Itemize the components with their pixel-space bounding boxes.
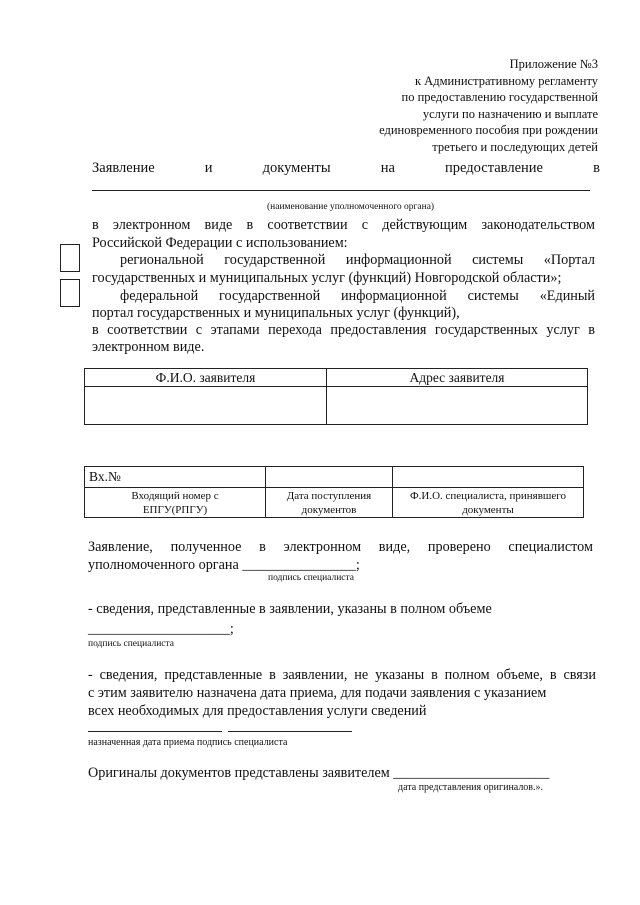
appendix-line: по предоставлению государственной — [401, 90, 598, 104]
appendix-line: услуги по назначению и выплате — [422, 106, 598, 121]
option-federal-text: портал государственных и муниципальных услуг (функций), — [92, 305, 460, 321]
verification-signature-caption: подпись специалиста — [268, 573, 354, 583]
appendix-line: единовременного пособия при рождении — [379, 123, 598, 137]
intro-line: Российской Федерации с использованием: — [92, 235, 348, 251]
appendix-line: третьего и последующих детей — [432, 139, 598, 154]
title-word: Заявление — [92, 160, 155, 176]
stages-line: в соответствии с этапами перехода предоставления государственных услуг в — [92, 322, 595, 338]
option-regional-checkbox[interactable] — [60, 244, 80, 272]
authority-caption: (наименование уполномоченного органа) — [267, 202, 435, 212]
applicant-name-cell[interactable] — [85, 387, 327, 425]
registry-column-header-line: документов — [301, 504, 357, 516]
incomplete-info-line: - сведения, представленные в заявлении, не указаны в полном объеме, в связи — [88, 667, 596, 683]
title-word: предоставление — [445, 160, 543, 176]
incomplete-info-line: с этим заявителю назначена дата приема, для подачи заявления с указанием — [88, 685, 547, 701]
incoming-number-label: Вх.№ — [85, 467, 266, 488]
title-word: в — [593, 160, 600, 176]
full-info-text: - сведения, представленные в заявлении, указаны в полном объеме — [88, 601, 492, 617]
full-info-signature-caption: подпись специалиста — [88, 639, 174, 649]
title-word: на — [380, 160, 395, 176]
originals-text: Оригиналы документов представлены заявителем ______________________ — [88, 765, 550, 781]
intro-line: в электронном виде в соответствии с действующим законодательством — [92, 217, 595, 233]
registry-column-header-line: документы — [462, 504, 514, 516]
incomplete-info-caption: назначенная дата приема подпись специалиста — [88, 737, 288, 748]
option-federal-checkbox[interactable] — [60, 279, 80, 307]
incomplete-info-line: всех необходимых для предоставления услуги сведений — [88, 703, 427, 719]
applicant-table — [84, 368, 588, 425]
registry-column-header-line: ЕПГУ(РПГУ) — [142, 504, 208, 516]
document-title — [92, 160, 600, 177]
applicant-address-header: Адрес заявителя — [327, 369, 588, 387]
title-word: документы — [262, 160, 331, 176]
registry-column-header-line: Ф.И.О. специалиста, принявшего — [409, 490, 567, 502]
registry-column-header-line: Дата поступления — [286, 490, 372, 502]
registry-table — [84, 466, 584, 518]
verification-line: уполномоченного органа ________________; — [88, 557, 360, 573]
registry-empty-cell[interactable] — [393, 467, 584, 488]
option-regional-text: государственных и муниципальных услуг (функций) Новгородской области»; — [92, 270, 562, 286]
originals-date-caption: дата представления оригиналов.». — [398, 782, 544, 793]
appendix-line: к Административному регламенту — [414, 73, 598, 88]
registry-column-header — [393, 488, 584, 518]
option-federal-text: федеральной государственной информационной системы «Единый — [120, 288, 595, 304]
specialist-signature-blank[interactable] — [228, 731, 352, 732]
registry-column-header — [266, 488, 393, 518]
registry-column-header — [85, 488, 266, 518]
title-word: и — [204, 160, 213, 176]
stages-line: электронном виде. — [92, 339, 205, 355]
appendix-line: Приложение №3 — [509, 57, 598, 71]
applicant-name-header: Ф.И.О. заявителя — [85, 369, 327, 387]
option-regional-text: региональной государственной информационной системы «Портал — [120, 252, 595, 268]
full-info-signature-blank[interactable]: ____________________; — [88, 621, 234, 637]
applicant-address-cell[interactable] — [327, 387, 588, 425]
appointment-date-blank[interactable] — [88, 731, 222, 732]
authority-blank-line[interactable] — [92, 190, 590, 191]
verification-line: Заявление, полученное в электронном виде, проверено специалистом — [88, 539, 593, 555]
appendix-header — [318, 56, 598, 155]
registry-column-header-line: Входящий номер с — [131, 490, 219, 502]
registry-empty-cell[interactable] — [266, 467, 393, 488]
